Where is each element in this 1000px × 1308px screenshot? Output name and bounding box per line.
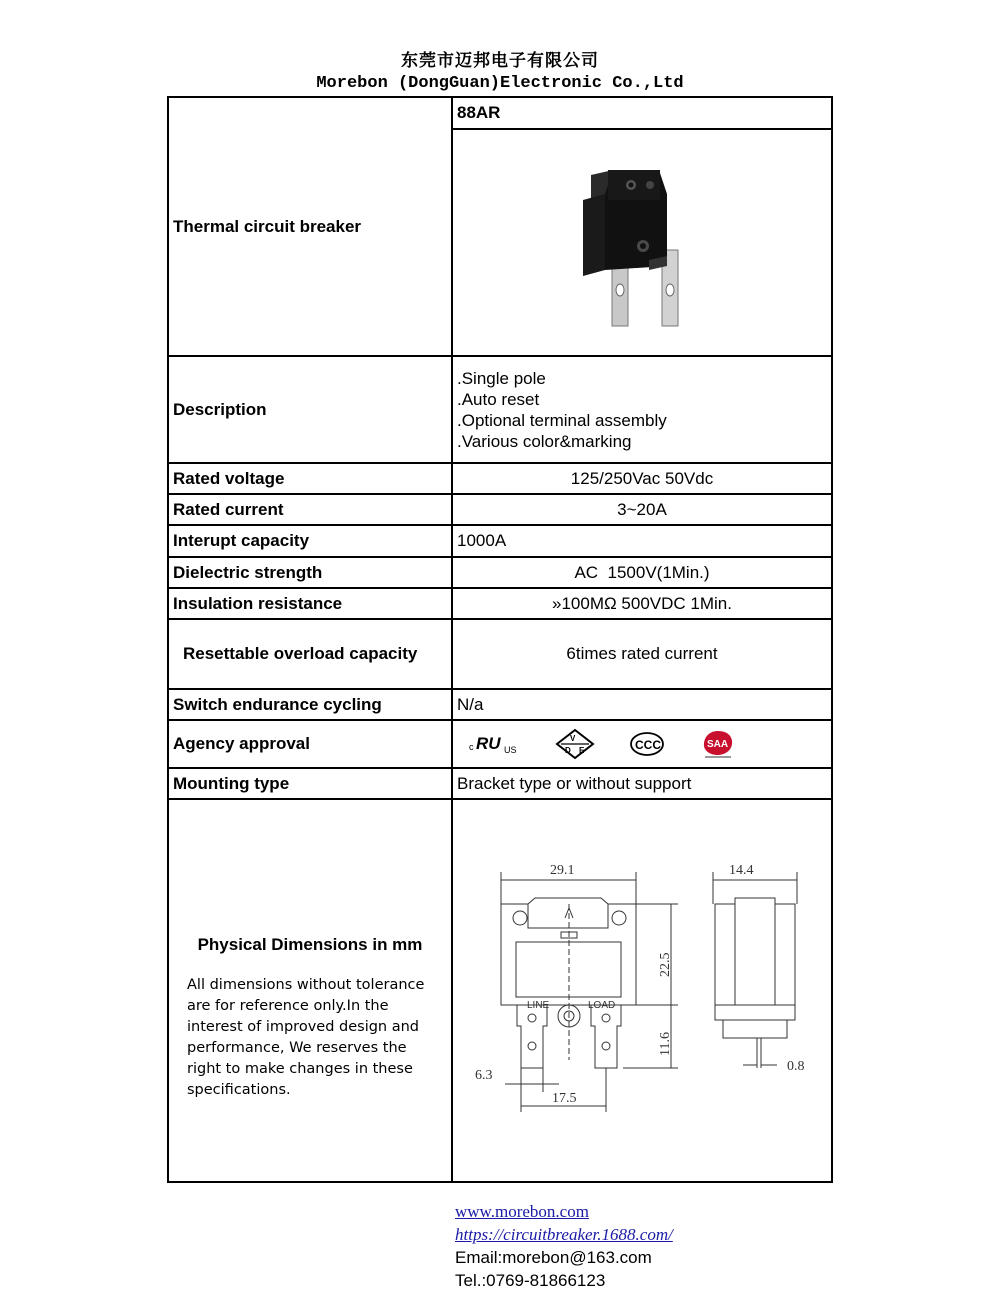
dimension-drawing-cell: [452, 799, 832, 1182]
description-item: .Optional terminal assembly: [457, 410, 667, 430]
interrupt-capacity-label: Interupt capacity: [168, 525, 452, 557]
dimension-drawing: [453, 800, 829, 1176]
rated-current-label: Rated current: [168, 494, 452, 525]
dimensions-note: All dimensions without tolerance are for reference only.In the interest of improved design and performance, We reserves the right to make changes in these specifications.: [187, 976, 425, 1098]
description-item: .Auto reset: [457, 389, 540, 409]
switch-endurance-label: Switch endurance cycling: [168, 689, 452, 720]
svg-text:E: E: [579, 746, 585, 755]
svg-text:c: c: [469, 742, 474, 752]
agency-approval-logos: [452, 720, 832, 768]
insulation-resistance-label: Insulation resistance: [168, 588, 452, 619]
description-item: .Various color&marking: [457, 431, 632, 451]
saa-logo: [699, 728, 737, 760]
description-item: .Single pole: [457, 368, 546, 388]
company-name-en: Morebon (DongGuan)Electronic Co.,Ltd: [316, 74, 684, 93]
dimensions-info-cell: [168, 799, 452, 1182]
switch-endurance-value: N/a: [452, 689, 832, 720]
agency-approval-label: Agency approval: [168, 720, 452, 768]
dim-load-label: LOAD: [588, 1000, 616, 1011]
ccc-logo: [629, 731, 665, 757]
shop-link[interactable]: https://circuitbreaker.1688.com/: [455, 1225, 673, 1244]
dim-body-height-label: 22.5: [658, 952, 673, 977]
description-label: Description: [168, 356, 452, 463]
dim-terminal-thickness-label: 0.8: [787, 1059, 805, 1074]
rated-current-value: 3~20A: [452, 494, 832, 525]
svg-text:D: D: [565, 746, 571, 755]
svg-text:V: V: [570, 734, 576, 743]
resettable-overload-value: 6times rated current: [452, 619, 832, 689]
description-list: [452, 356, 832, 463]
company-name-cn: 东莞市迈邦电子有限公司: [401, 51, 599, 71]
dim-width-label: 29.1: [550, 863, 575, 878]
dim-line-label: LINE: [527, 1000, 550, 1011]
email-text: Email:morebon@163.com: [455, 1248, 652, 1267]
svg-text:SAA: SAA: [707, 739, 729, 750]
svg-text:RU: RU: [476, 734, 501, 753]
product-name: Thermal circuit breaker: [168, 97, 452, 356]
insulation-resistance-value: »100MΩ 500VDC 1Min.: [452, 588, 832, 619]
dielectric-strength-label: Dielectric strength: [168, 557, 452, 588]
dimensions-title: Physical Dimensions in mm: [197, 934, 423, 954]
tel-text: Tel.:0769-81866123: [455, 1271, 606, 1290]
vde-logo: [555, 728, 595, 760]
dim-terminal-pitch-label: 17.5: [552, 1091, 577, 1106]
dim-terminal-width-label: 6.3: [475, 1068, 493, 1083]
cul-us-logo: [469, 731, 521, 757]
model-number: 88AR: [452, 97, 832, 129]
product-photo-cell: [452, 129, 832, 356]
svg-text:US: US: [504, 745, 517, 755]
svg-text:CCC: CCC: [635, 738, 661, 752]
footer-contact: [455, 1200, 673, 1292]
mounting-type-value: Bracket type or without support: [452, 768, 832, 799]
dielectric-strength-value: AC 1500V(1Min.): [452, 557, 832, 588]
resettable-overload-label: Resettable overload capacity: [168, 619, 452, 689]
mounting-type-label: Mounting type: [168, 768, 452, 799]
dim-depth-label: 14.4: [729, 863, 754, 878]
spec-table: [167, 96, 833, 1183]
dim-terminal-height-label: 11.6: [658, 1032, 673, 1056]
interrupt-capacity-value: 1000A: [452, 525, 832, 557]
rated-voltage-label: Rated voltage: [168, 463, 452, 494]
product-photo: [453, 130, 829, 350]
rated-voltage-value: 125/250Vac 50Vdc: [452, 463, 832, 494]
website-link[interactable]: www.morebon.com: [455, 1202, 589, 1221]
